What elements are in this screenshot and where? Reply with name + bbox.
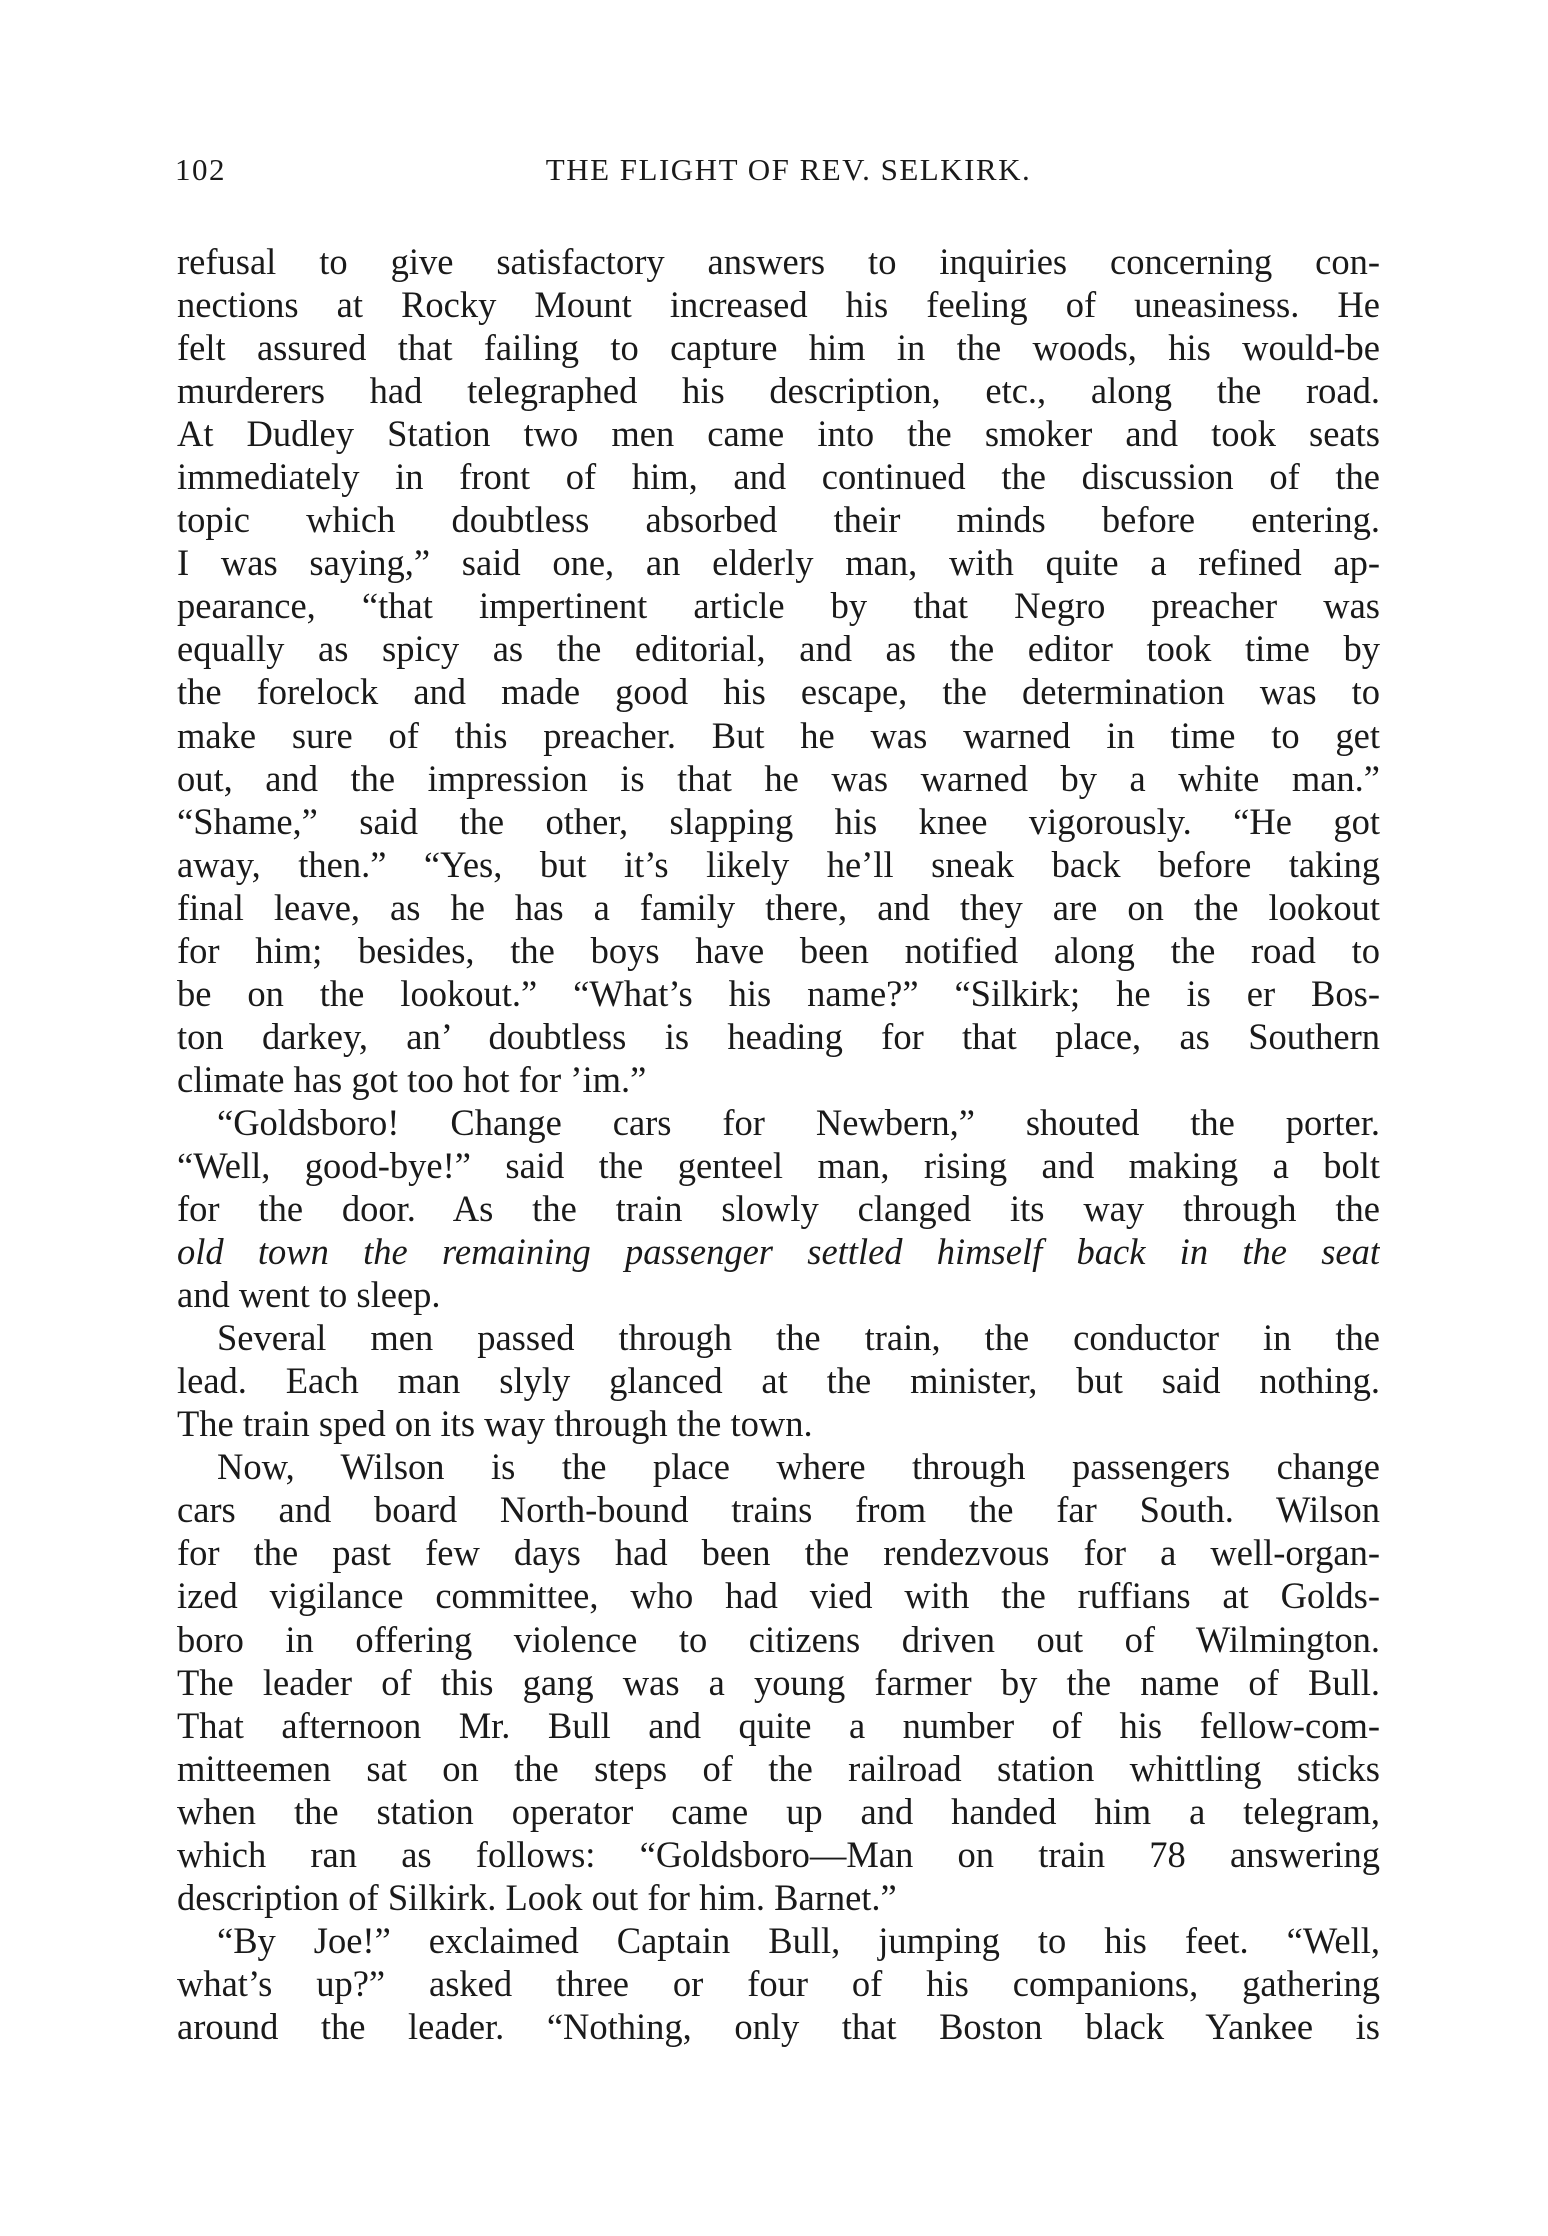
text-line: climate has got too hot for ’im.” [177,1058,647,1100]
text-line: murderers had telegraphed his description, etc., along the road. [177,370,1380,412]
text-line: I was saying,” said one, an elderly man, with quite a refined ap- [177,542,1380,584]
running-head [175,152,1382,198]
text-line: “By Joe!” exclaimed Captain Bull, jumping to his feet. “Well, [217,1919,1380,1961]
text-line: “Goldsboro! Change cars for Newbern,” shouted the porter. [217,1101,1380,1143]
text-line: Several men passed through the train, the conductor in the [217,1317,1380,1359]
text-line: That afternoon Mr. Bull and quite a number of his fellow-com- [177,1704,1380,1746]
text-line: ized vigilance committee, who had vied with the ruffians at Golds- [177,1575,1380,1617]
text-line: old town the remaining passenger settled himself back in the seat [177,1231,1380,1273]
text-line: when the station operator came up and handed him a telegram, [177,1790,1380,1832]
text-line: topic which doubtless absorbed their minds before entering. [177,499,1380,541]
body-text [177,240,1380,2048]
text-line: description of Silkirk. Look out for him. Barnet.” [177,1876,897,1918]
text-line: away, then.” “Yes, but it’s likely he’ll sneak back before taking [177,843,1380,885]
text-line: “Well, good-bye!” said the genteel man, rising and making a bolt [177,1144,1380,1186]
running-title: THE FLIGHT OF REV. SELKIRK. [545,152,1032,187]
text-line: boro in offering violence to citizens driven out of Wilmington. [177,1618,1380,1660]
text-line: felt assured that failing to capture him in the woods, his would-be [177,327,1380,369]
text-line: ton darkey, an’ doubtless is heading for that place, as Southern [177,1015,1380,1057]
text-line: pearance, “that impertinent article by that Negro preacher was [177,585,1380,627]
text-line: At Dudley Station two men came into the smoker and took seats [177,413,1380,455]
text-line: lead. Each man slyly glanced at the minister, but said nothing. [177,1360,1380,1402]
text-line: the forelock and made good his escape, the determination was to [177,671,1380,713]
text-line: what’s up?” asked three or four of his companions, gathering [177,1962,1380,2004]
text-line: refusal to give satisfactory answers to inquiries concerning con- [177,241,1380,282]
text-line: nections at Rocky Mount increased his feeling of uneasiness. He [177,284,1380,326]
text-line: around the leader. “Nothing, only that Boston black Yankee is [177,2005,1380,2047]
text-line: “Shame,” said the other, slapping his knee vigorously. “He got [177,800,1380,842]
text-line: make sure of this preacher. But he was warned in time to get [177,714,1380,756]
text-line: The leader of this gang was a young farmer by the name of Bull. [177,1661,1380,1703]
page-number: 102 [175,152,226,187]
text-line: The train sped on its way through the town. [177,1403,813,1445]
text-line: out, and the impression is that he was warned by a white man.” [177,757,1380,799]
text-line: for the past few days had been the rendezvous for a well-organ- [177,1532,1380,1574]
text-line: and went to sleep. [177,1274,441,1316]
text-line: final leave, as he has a family there, and they are on the lookout [177,886,1380,928]
text-line: for the door. As the train slowly clanged its way through the [177,1188,1380,1230]
text-line: be on the lookout.” “What’s his name?” “Silkirk; he is er Bos- [177,972,1380,1014]
text-line: immediately in front of him, and continued the discussion of the [177,456,1380,498]
text-line: cars and board North-bound trains from the far South. Wilson [177,1489,1380,1531]
text-line: mitteemen sat on the steps of the railroad station whittling sticks [177,1747,1380,1789]
text-line: Now, Wilson is the place where through passengers change [217,1446,1380,1488]
text-line: equally as spicy as the editorial, and as the editor took time by [177,628,1380,670]
text-line: which ran as follows: “Goldsboro—Man on train 78 answering [177,1833,1380,1875]
text-line: for him; besides, the boys have been notified along the road to [177,929,1380,971]
